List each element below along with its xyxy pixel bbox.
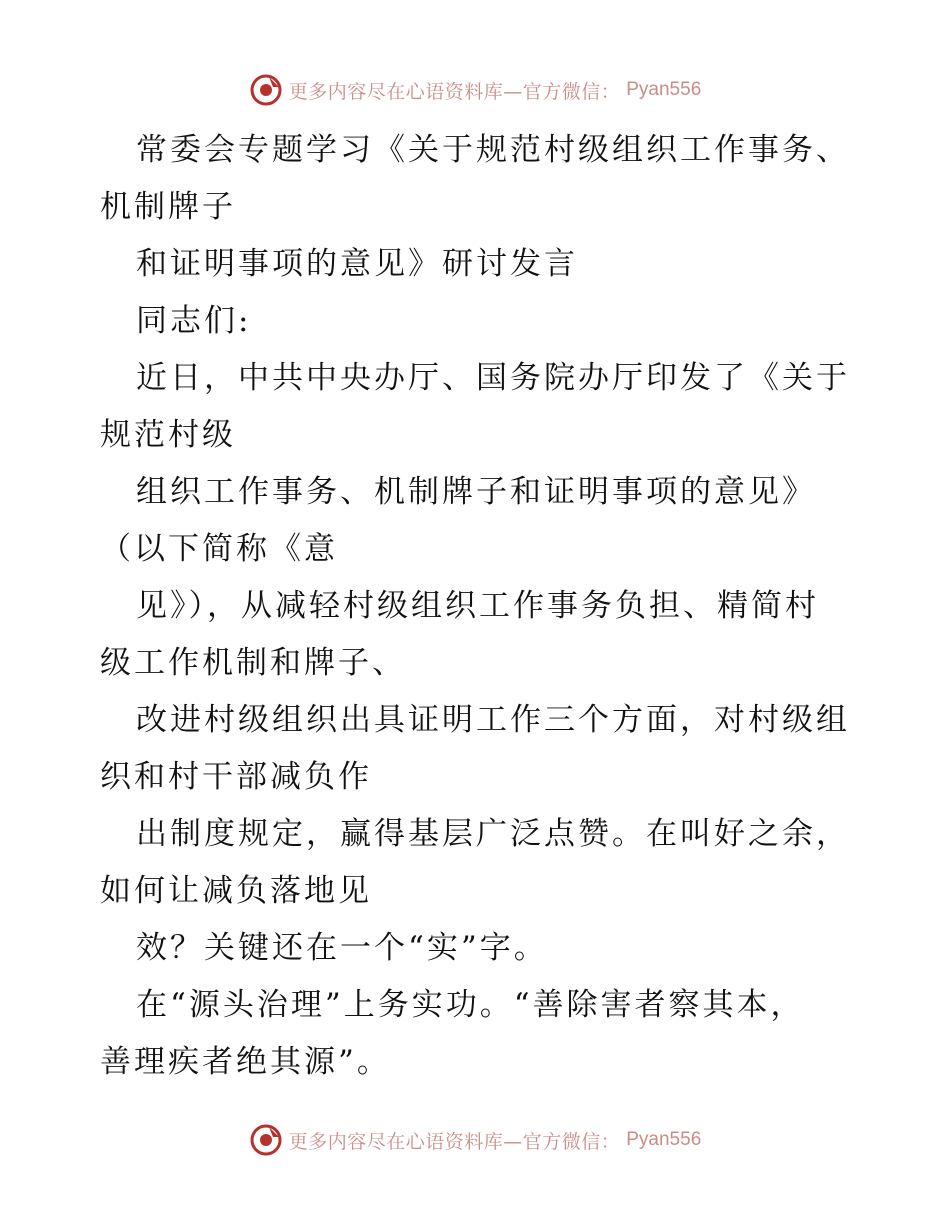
watermark-logo-icon	[249, 1123, 283, 1157]
header-watermark	[0, 72, 950, 108]
text-line: 机制牌子	[100, 189, 236, 225]
text-line: 出制度规定，赢得基层广泛点赞。在叫好之余，	[136, 816, 850, 852]
text-line: （以下简称《意	[100, 531, 338, 567]
text-line: 和证明事项的意见》研讨发言	[136, 246, 578, 282]
watermark-text: 更多内容尽在心语资料库—官方微信：	[288, 80, 621, 103]
text-line: 见》），从减轻村级组织工作事务负担、精简村	[136, 588, 819, 624]
text-line: 织和村干部减负作	[100, 759, 372, 795]
watermark-id: Pyan556	[626, 1129, 702, 1150]
watermark-text: 更多内容尽在心语资料库—官方微信：	[288, 1130, 621, 1153]
text-line: 同志们:	[136, 303, 252, 339]
text-line: 组织工作事务、机制牌子和证明事项的意见》	[136, 474, 816, 510]
watermark-logo-icon	[249, 73, 283, 107]
text-line: 级工作机制和牌子、	[100, 645, 406, 681]
watermark-id: Pyan556	[626, 79, 702, 100]
text-line: 常委会专题学习《关于规范村级组织工作事务、	[136, 132, 850, 168]
text-line: 改进村级组织出具证明工作三个方面，对村级组	[136, 702, 850, 738]
text-line: 善理疾者绝其源”。	[100, 1044, 391, 1080]
text-line: 效？关键还在一个“实”字。	[136, 930, 548, 966]
text-line: 如何让减负落地见	[100, 873, 372, 909]
document-body	[100, 122, 860, 1091]
text-line: 在“源头治理”上务实功。“善除害者察其本，	[136, 987, 805, 1023]
text-line: 规范村级	[100, 417, 236, 453]
footer-watermark	[0, 1122, 950, 1158]
text-line: 近日，中共中央办厅、国务院办厅印发了《关于	[136, 360, 850, 396]
